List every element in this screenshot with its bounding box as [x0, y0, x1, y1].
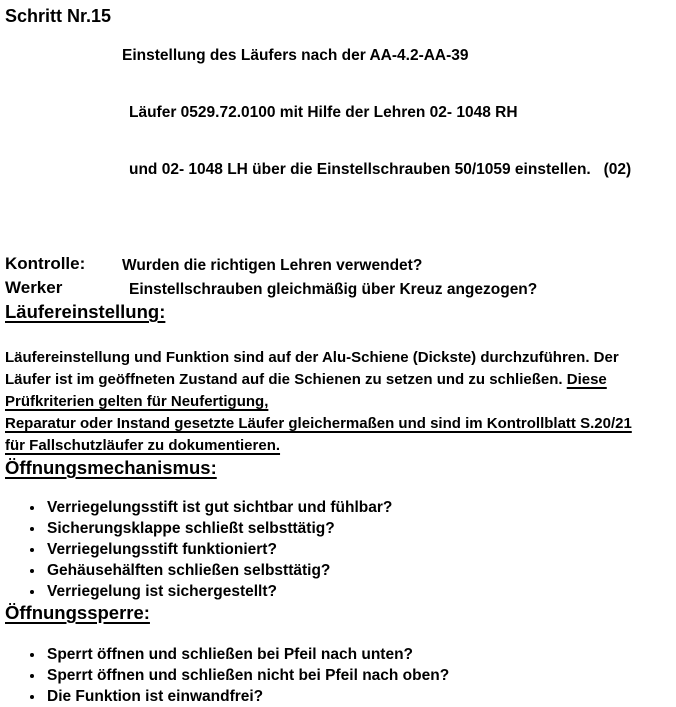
step-number-label: Schritt Nr.15: [5, 6, 112, 26]
kontrolle-label: Kontrolle:: [5, 254, 86, 273]
werker-question: Einstellschrauben gleichmäßig über Kreuz angezogen?: [129, 281, 538, 298]
step-description-line: Einstellung des Läufers nach der AA-4.2-AA-39: [122, 47, 469, 64]
list-item: • Sperrt öffnen und schließen bei Pfeil nach unten?: [45, 644, 672, 665]
step-header: [5, 6, 672, 217]
paragraph-underlined-text: Prüfkriterien gelten für Neufertigung,: [5, 393, 269, 410]
oeffnungsmechanismus-list: [5, 497, 672, 602]
list-item: • Verriegelung ist sichergestellt?: [45, 581, 672, 602]
control-block: [5, 253, 672, 301]
control-row-werker: [5, 277, 672, 301]
list-item: • Verriegelungsstift funktioniert?: [45, 539, 672, 560]
oeffnungsmechanismus-heading: Öffnungsmechanismus:: [5, 457, 217, 478]
step-description-line: und 02- 1048 LH über die Einstellschrauben 50/1059 einstellen. (02): [129, 161, 632, 178]
paragraph-text: Läufer ist im geöffneten Zustand auf die Schienen zu setzen und zu schließen.: [5, 371, 567, 388]
werker-label: Werker: [5, 278, 63, 297]
paragraph-text: Läufereinstellung und Funktion sind auf der Alu-Schiene (Dickste) durchzuführen. Der: [5, 349, 619, 366]
list-item: • Verriegelungsstift ist gut sichtbar und fühlbar?: [45, 497, 672, 518]
paragraph-underlined-text: Reparatur oder Instand gesetzte Läufer gleichermaßen und sind im Kontrollblatt S.20/21: [5, 415, 632, 432]
oeffnungssperre-heading: Öffnungssperre:: [5, 602, 150, 623]
control-row-kontrolle: [5, 253, 672, 277]
list-item: • Gehäusehälften schließen selbsttätig?: [45, 560, 672, 581]
list-item: • Sperrt öffnen und schließen nicht bei Pfeil nach oben?: [45, 665, 672, 686]
laeufereinstellung-paragraph: [5, 347, 672, 457]
kontrolle-question: Wurden die richtigen Lehren verwendet?: [122, 257, 423, 274]
laeufereinstellung-heading: Läufereinstellung:: [5, 301, 166, 322]
oeffnungssperre-list: [5, 644, 672, 707]
paragraph-underlined-text: für Fallschutzläufer zu dokumentieren.: [5, 437, 281, 454]
step-description-line: Läufer 0529.72.0100 mit Hilfe der Lehren 02- 1048 RH: [129, 104, 518, 121]
list-item: • Sicherungsklappe schließt selbsttätig?: [45, 518, 672, 539]
paragraph-underlined-text: Diese: [566, 371, 607, 388]
list-item: • Die Funktion ist einwandfrei?: [45, 686, 672, 707]
step-description: [122, 6, 631, 217]
